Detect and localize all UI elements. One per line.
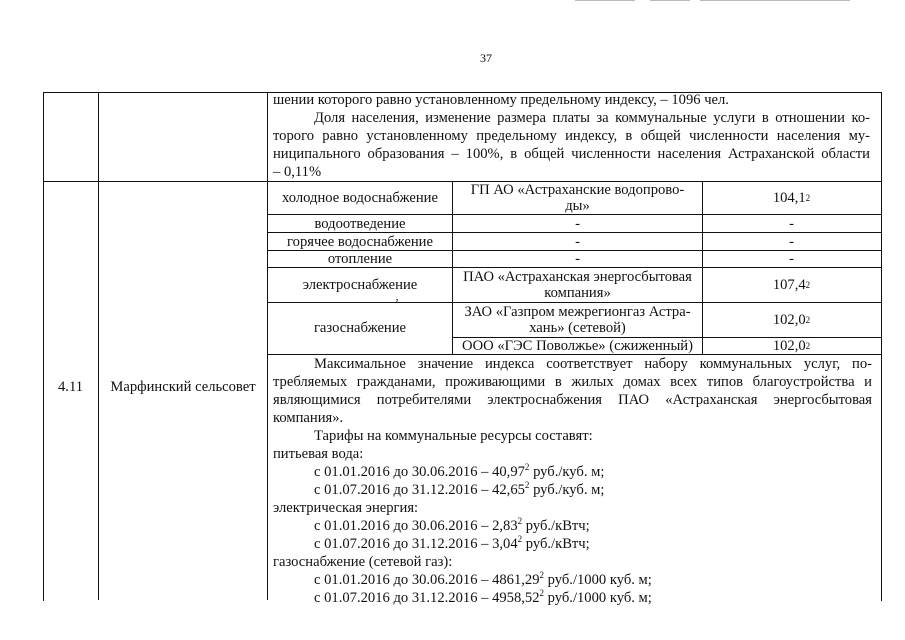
- scan-mark: ʼ: [395, 296, 399, 310]
- population-share-text: – 0,11%: [273, 164, 322, 180]
- scan-artifact: [650, 0, 690, 1]
- provider-name: ГП АО «Астраханские водопрово- ды»: [470, 182, 685, 214]
- provider-name: -: [575, 233, 580, 250]
- tariff-resource: питьевая вода:: [273, 446, 364, 462]
- index-value: -: [789, 251, 794, 267]
- tariff-line: с 01.01.2016 до 30.06.2016 – 4861,29$^2$ руб./1000 куб. м;: [314, 570, 652, 588]
- index-value: 104,1 2: [772, 190, 811, 206]
- municipality-name: Марфинский сельсовет: [110, 379, 256, 395]
- tariff-line: с 01.01.2016 до 30.06.2016 – 40,97$^2$ руб./куб. м;: [314, 462, 605, 480]
- service-name: отопление: [327, 251, 393, 267]
- service-name: горячее водоснабжение: [287, 233, 433, 250]
- provider-name: ЗАО «Газпром межрегионгаз Астра- хань» (сетевой): [464, 304, 691, 336]
- max-index-text: Максимальное значение индекса соответствует набору коммунальных услуг, по-: [314, 356, 872, 372]
- tariff-line: с 01.01.2016 до 30.06.2016 – 2,83$^2$ руб./кВтч;: [314, 516, 590, 534]
- service-name: электроснабжение: [302, 277, 418, 293]
- population-share-text: торого равно установленному предельному индексу, в общей численности населения му-: [273, 128, 870, 144]
- tariff-line: с 01.07.2016 до 31.12.2016 – 4958,52$^2$ руб./1000 куб. м;: [314, 588, 652, 606]
- tariff-resource: электрическая энергия:: [273, 500, 419, 516]
- population-share-text: Доля населения, изменение размера платы за коммунальные услуги в отношении ко-: [314, 110, 870, 126]
- page-number: 37: [480, 51, 492, 65]
- service-name: водоотведение: [314, 215, 406, 232]
- population-share-text: ниципального образования – 100%, в общей численности населения Астраханской области: [273, 146, 870, 162]
- scan-artifact: [700, 0, 850, 1]
- continuation-text: шении которого равно установленному предельному индексу, – 1096 чел.: [273, 92, 729, 108]
- index-value: -: [789, 215, 794, 232]
- max-index-text: компания».: [273, 410, 344, 426]
- tariff-line: с 01.07.2016 до 31.12.2016 – 3,04$^2$ руб./кВтч;: [314, 534, 590, 552]
- provider-name: ООО «ГЭС Поволжье» (сжиженный): [462, 338, 693, 354]
- row-number: 4.11: [58, 379, 83, 395]
- provider-name: ПАО «Астраханская энергосбытовая компания»: [463, 269, 692, 301]
- index-value: 107,4 2: [772, 277, 811, 293]
- provider-name: -: [575, 251, 580, 267]
- provider-name: -: [575, 215, 580, 232]
- index-value: 102,0 2: [772, 338, 811, 354]
- tariff-resource: газоснабжение (сетевой газ):: [273, 554, 453, 570]
- service-name: газоснабжение: [313, 320, 407, 336]
- column-divider: [267, 92, 268, 600]
- column-divider: [98, 92, 99, 600]
- max-index-text: являющимися потребителями электроснабжения ПАО «Астраханская энергосбытовая: [273, 392, 872, 408]
- index-value: 102,0 2: [772, 312, 811, 328]
- tariff-line: с 01.07.2016 до 31.12.2016 – 42,65$^2$ руб./куб. м;: [314, 480, 605, 498]
- scan-artifact: [575, 0, 635, 1]
- service-name: холодное водоснабжение: [282, 190, 438, 206]
- max-index-text: требляемых гражданами, проживающими в жилых домах всех типов благоустройства и: [273, 374, 872, 390]
- index-value: -: [789, 233, 794, 250]
- tariffs-heading: Тарифы на коммунальные ресурсы составят:: [314, 428, 593, 444]
